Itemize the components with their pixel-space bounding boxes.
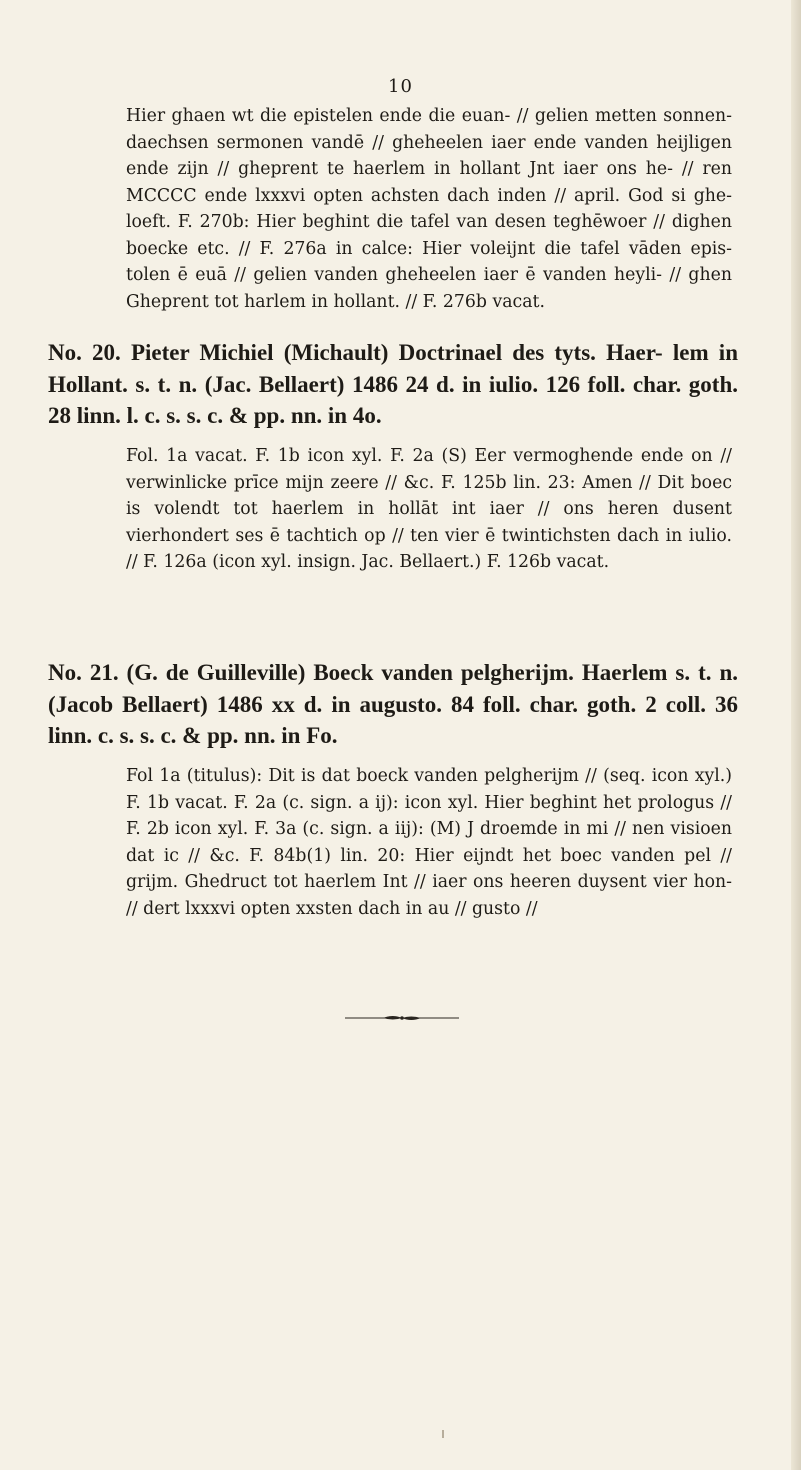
- entry-21-heading: [48, 657, 738, 752]
- entry-20-title: Pieter Michiel (Michault) Doctrinael des tyts. Haer- lem in Hollant. s. t. n. (Jac. Bellaert) 1486 24 d. in iulio. 126 foll. char. goth. 28 linn. l. c. s. s. c. & pp. nn. in 4o.: [48, 340, 738, 428]
- intro-paragraph: Hier ghaen wt die epistelen ende die euan- // gelien metten sonnen- daechsen sermonen vandē // gheheelen iaer ende vanden heijligen ende zijn // gheprent te haerlem in hollant Jnt iaer ons he- // ren MCCCC ende lxxxvi opten achsten dach inden // april. God si ghe- loeft. F. 270b: Hier beghint die tafel van desen teghēwoer // dighen boecke etc. // F. 276a in calce: Hier voleijnt die tafel vāden epis- tolen ē euā // gelien vanden gheheelen iaer ē vanden heyli- // ghen Gheprent tot harlem in hollant. // F. 276b vacat.: [126, 106, 732, 312]
- entry-20-description: Fol. 1a vacat. F. 1b icon xyl. F. 2a (S) Eer vermoghende ende on // verwinlicke prīce mijn zeere // &c. F. 125b lin. 23: Amen // Dit boec is volendt tot haerlem in hollāt int iaer // ons heren dusent vierhondert ses ē tachtich op // ten vier ē twintichsten dach in iulio. // F. 126a (icon xyl. insign. Jac. Bellaert.) F. 126b vacat.: [126, 446, 732, 572]
- paper-speck: [442, 1430, 444, 1438]
- page-number: 10: [388, 76, 413, 97]
- entry-21-title: (G. de Guilleville) Boeck vanden pelgherijm. Haerlem s. t. n. (Jacob Bellaert) 1486 xx d. in augusto. 84 foll. char. goth. 2 coll. 36 linn. c. s. s. c. & pp. nn. in Fo.: [48, 660, 738, 748]
- entry-21-description: Fol 1a (titulus): Dit is dat boeck vanden pelgherijm // (seq. icon xyl.) F. 1b vacat. F. 2a (c. sign. a ij): icon xyl. Hier beghint het prologus // F. 2b icon xyl. F. 3a (c. sign. a iij): (M) J droemde in mi // nen visioen dat ic // &c. F. 84b(1) lin. 20: Hier eijndt het boec vanden pel // grijm. Ghedruct tot haerlem Int // iaer ons heeren duysent vier hon- // dert lxxxvi opten xxsten dach in au // gusto //: [126, 766, 732, 919]
- entry-20-number: No. 20.: [48, 340, 121, 365]
- entry-20-heading: [48, 337, 738, 432]
- page-edge: [791, 0, 801, 1470]
- ornamental-rule: [345, 1014, 459, 1022]
- entry-21-number: No. 21.: [48, 660, 119, 685]
